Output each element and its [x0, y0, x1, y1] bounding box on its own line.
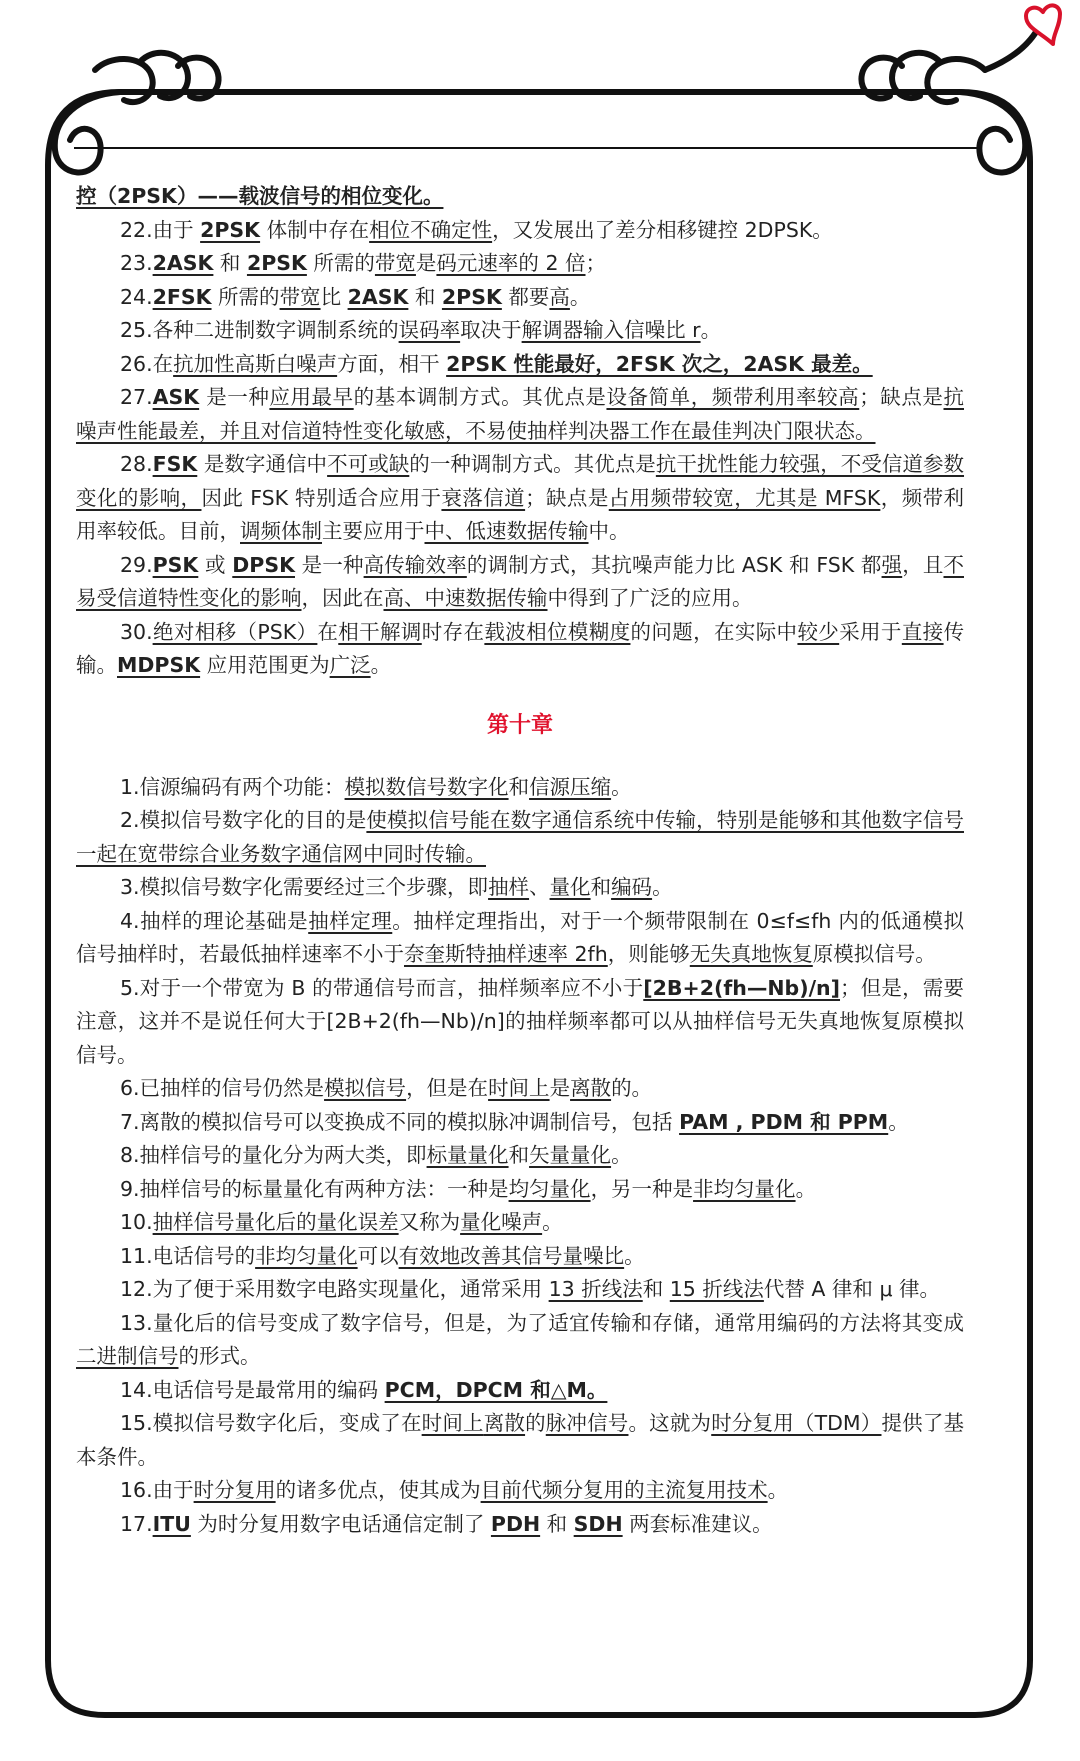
- emphasized-text: SDH: [573, 1511, 623, 1536]
- text-segment: 和: [590, 875, 612, 899]
- list-item: [76, 314, 964, 348]
- text-segment: 取决于: [460, 318, 522, 342]
- emphasized-text: 时间上: [488, 1076, 550, 1100]
- emphasized-text: 绝对相移（PSK）: [152, 619, 318, 644]
- text-segment: ，另一种是: [590, 1176, 694, 1201]
- right-curl-decoration: [960, 92, 1025, 172]
- list-item: [76, 1106, 964, 1140]
- emphasized-text: 2PSK: [246, 251, 307, 275]
- list-item: [76, 1508, 964, 1542]
- emphasized-text: 离散: [483, 1411, 526, 1435]
- list-item: [76, 1307, 964, 1374]
- emphasized-text: 非均匀量化: [693, 1176, 796, 1201]
- text-segment: 传输。: [76, 619, 965, 677]
- list-item: [76, 448, 964, 549]
- emphasized-text: 模拟数信号数字化: [344, 774, 509, 799]
- text-segment: 。: [624, 1243, 645, 1268]
- text-segment: 26.在: [120, 351, 174, 376]
- list-item: [76, 1273, 964, 1307]
- emphasized-text: 标量量化: [426, 1143, 509, 1167]
- emphasized-text: 广泛: [329, 653, 371, 677]
- emphasized-text: 直接: [901, 619, 944, 644]
- text-segment: 都要: [501, 284, 550, 309]
- emphasized-text: 码元速率的 2 倍: [436, 251, 586, 275]
- emphasized-text: 时间上: [421, 1411, 484, 1435]
- emphasized-text: 不易受信道特性变化的影响: [76, 552, 964, 610]
- list-item: [76, 1072, 964, 1106]
- text-segment: 所需的: [211, 284, 280, 309]
- text-segment: 的诸多优点，使其成为: [275, 1478, 481, 1502]
- text-segment: 。: [611, 774, 632, 799]
- emphasized-text: 抗加性高斯白噪声: [173, 351, 338, 376]
- text-segment: 采用于: [839, 619, 902, 644]
- list-item: [76, 1374, 964, 1408]
- text-segment: 提供了基本条件。: [76, 1411, 965, 1469]
- text-segment: 29.: [120, 552, 153, 577]
- text-segment: ，频带利用率较低。目前，: [76, 485, 965, 543]
- text-segment: 主要应用于: [322, 519, 425, 543]
- text-segment: 12.为了便于采用数字电路实现量化，通常采用: [120, 1277, 549, 1301]
- text-segment: 、: [529, 875, 550, 899]
- emphasized-text: 奈奎斯特抽样速率 2fh: [404, 942, 608, 966]
- emphasized-text: PAM , PDM 和 PPM: [679, 1109, 889, 1134]
- text-segment: 28.: [120, 452, 153, 476]
- text-segment: ；: [585, 251, 606, 275]
- text-segment: 6.已抽样的信号仍然是: [120, 1076, 325, 1100]
- text-segment: 的调制方式，其抗噪声能力比 ASK 和 FSK 都: [466, 552, 882, 577]
- list-item: [76, 1240, 964, 1274]
- previous-chapter-items: [76, 180, 964, 683]
- emphasized-text: 设备简单，频带利用率较高: [606, 385, 860, 409]
- emphasized-text: 有效地改善其信号量噪比: [398, 1243, 625, 1268]
- text-segment: 15.模拟信号数字化后，变成了在: [120, 1411, 422, 1435]
- text-segment: 14.电话信号是最常用的编码: [120, 1377, 385, 1402]
- text-segment: 13.量化后的信号变成了数字信号，但是，为了适宜传输和存储，通常用编码的方法将其变成: [120, 1310, 964, 1335]
- emphasized-text: 时分复用: [193, 1478, 276, 1502]
- text-segment: 22.由于: [120, 217, 201, 242]
- list-item: [76, 871, 964, 905]
- list-item: [76, 247, 964, 281]
- list-item: [76, 281, 964, 315]
- text-segment: 是: [415, 251, 437, 275]
- text-segment: 可以: [357, 1243, 399, 1268]
- text-segment: 17.: [120, 1511, 153, 1536]
- emphasized-text: 2PSK: [200, 217, 261, 242]
- text-segment: 两套标准建议。: [622, 1511, 773, 1536]
- text-segment: 和: [508, 774, 530, 799]
- emphasized-text: 信源压缩: [529, 774, 612, 799]
- text-segment: 。: [542, 1210, 563, 1234]
- emphasized-text: 矢量量化: [529, 1143, 612, 1167]
- text-segment: 的问题，在实际中: [630, 619, 798, 644]
- page-content: [76, 180, 964, 1541]
- text-segment: 在: [317, 619, 339, 644]
- text-segment: 。: [370, 653, 392, 677]
- text-segment: 中得到了广泛的应用。: [547, 586, 753, 610]
- text-segment: 。: [611, 1143, 632, 1167]
- emphasized-text: 解调器输入信噪比 r: [521, 318, 701, 342]
- text-segment: 16.由于: [120, 1478, 194, 1502]
- text-segment: ，但是在: [406, 1076, 489, 1100]
- list-item: [76, 1173, 964, 1207]
- list-item: [76, 549, 964, 616]
- text-segment: 。: [795, 1176, 817, 1201]
- text-segment: 24.: [120, 284, 153, 309]
- emphasized-text: 编码: [611, 875, 653, 899]
- text-segment: 1.信源编码有两个功能：: [120, 774, 345, 799]
- text-segment: ；缺点是: [859, 385, 944, 409]
- chapter-ten-items: [76, 771, 964, 1542]
- emphasized-text: PCM，DPCM 和△M。: [384, 1377, 608, 1402]
- text-segment: 原模拟信号。: [812, 942, 936, 966]
- text-segment: 的基本调制方式。其优点是: [353, 385, 607, 409]
- text-segment: 4.抽样的理论基础是: [120, 908, 309, 933]
- text-segment: 代替 A 律和 μ 律。: [763, 1277, 941, 1301]
- emphasized-text: ITU: [152, 1511, 191, 1536]
- text-segment: 方面，相干: [337, 351, 447, 376]
- emphasized-text: 带宽: [374, 251, 416, 275]
- text-segment: 。: [700, 318, 722, 342]
- emphasized-text: 2PSK 性能最好，2FSK 次之，2ASK 最差。: [446, 351, 873, 376]
- emphasized-text: FSK: [152, 452, 198, 476]
- emphasized-text: 二进制信号: [76, 1344, 179, 1368]
- emphasized-text: 高: [549, 284, 570, 309]
- text-segment: 所需的: [306, 251, 375, 275]
- emphasized-text: 高、中速数据传输: [383, 586, 548, 610]
- text-segment: 和: [540, 1511, 574, 1536]
- emphasized-text: 量化噪声: [460, 1210, 543, 1234]
- emphasized-text: 应用最早: [269, 385, 354, 409]
- text-segment: 应用范围更为: [200, 653, 330, 677]
- emphasized-text: 抽样信号量化后的量化误差: [152, 1210, 399, 1234]
- emphasized-text: 量化: [549, 875, 591, 899]
- text-segment: 和: [642, 1277, 670, 1301]
- emphasized-text: ASK: [152, 385, 200, 409]
- text-segment: 体制中存在: [260, 217, 370, 242]
- text-segment: 或: [198, 552, 233, 577]
- emphasized-text: 无失真地恢复: [689, 942, 813, 966]
- text-segment: 。: [888, 1109, 909, 1134]
- emphasized-text: 载波相位模糊度: [484, 619, 631, 644]
- emphasized-text: 2ASK: [152, 251, 214, 275]
- text-segment: ，则能够: [607, 942, 690, 966]
- emphasized-text: 衰落信道: [441, 485, 526, 510]
- chapter-title: 第十章: [486, 712, 553, 738]
- emphasized-text: MDPSK: [117, 653, 201, 677]
- text-segment: 3.模拟信号数字化需要经过三个步骤，即: [120, 875, 489, 899]
- emphasized-text: 高传输效率: [363, 552, 467, 577]
- text-segment: 9.抽样信号的标量量化有两种方法：一种是: [120, 1176, 509, 1201]
- text-segment: 为时分复用数字电话通信定制了: [190, 1511, 491, 1536]
- list-item: [76, 804, 964, 871]
- emphasized-text: 强: [881, 552, 903, 577]
- text-segment: 和: [508, 1143, 530, 1167]
- text-segment: 5.对于一个带宽为 B 的带通信号而言，抽样频率应不小于: [120, 975, 644, 1000]
- text-segment: 23.: [120, 251, 153, 275]
- emphasized-text: 2PSK: [441, 284, 502, 309]
- text-segment: 8.抽样信号的量化分为两大类，即: [120, 1143, 427, 1167]
- list-item: [76, 905, 964, 972]
- emphasized-text: [2B+2(fh—Nb)/n]: [643, 975, 841, 1000]
- emphasized-text: 非均匀量化: [255, 1243, 358, 1268]
- text-segment: 。: [652, 875, 673, 899]
- text-segment: 时存在: [421, 619, 485, 644]
- text-segment: 的: [525, 1411, 546, 1435]
- emphasized-text: 使模拟信号能在数字通信系统中传输，特别是能够和其他数字信号一起在宽带综合业务数字通信网中同时传输。: [76, 808, 964, 866]
- text-segment: 。: [569, 284, 591, 309]
- text-segment: 和: [213, 251, 247, 275]
- emphasized-text: PDH: [490, 1511, 541, 1536]
- list-item: [76, 616, 964, 683]
- text-segment: 比: [320, 284, 348, 309]
- emphasized-text: 不可或缺: [327, 452, 410, 476]
- list-item: [76, 771, 964, 805]
- list-item: [76, 214, 964, 248]
- emphasized-text: 相干解调: [338, 619, 422, 644]
- list-item: [76, 1206, 964, 1240]
- text-segment: 是: [549, 1076, 571, 1100]
- list-item: [76, 1474, 964, 1508]
- text-segment: ；缺点是: [525, 485, 609, 510]
- text-segment: 因此 FSK 特别适合应用于: [201, 485, 442, 510]
- text-segment: 。: [767, 1478, 789, 1502]
- text-segment: 30.: [120, 619, 153, 644]
- emphasized-text: 带宽: [279, 284, 321, 309]
- emphasized-text: DPSK: [232, 552, 295, 577]
- emphasized-text: 误码率: [398, 318, 461, 342]
- emphasized-text: 2FSK: [152, 284, 212, 309]
- text-segment: 27.: [120, 385, 153, 409]
- list-item: [76, 1139, 964, 1173]
- list-item: [76, 381, 964, 448]
- emphasized-text: 脉冲信号: [545, 1411, 629, 1435]
- text-segment: 是一种: [294, 552, 364, 577]
- emphasized-text: 中、低速数据传输: [424, 519, 589, 543]
- text-segment: 又称为: [398, 1210, 461, 1234]
- text-segment: 是一种: [199, 385, 270, 409]
- text-segment: 的形式。: [178, 1344, 261, 1368]
- text-segment: 7.离散的模拟信号可以变换成不同的模拟脉冲调制信号，包括: [120, 1109, 680, 1134]
- text-segment: 。这就为: [628, 1411, 712, 1435]
- emphasized-text: 13 折线法: [548, 1277, 643, 1301]
- left-curl-decoration: [55, 92, 120, 172]
- emphasized-text: 较少: [797, 619, 840, 644]
- text-segment: ，且: [902, 552, 944, 577]
- emphasized-text: 抽样定理: [308, 908, 393, 933]
- text-segment: 11.电话信号的: [120, 1243, 256, 1268]
- list-item: [76, 1407, 964, 1474]
- emphasized-text: 相位不确定性: [369, 217, 493, 242]
- emphasized-text: 控（2PSK）——载波信号的相位变化。: [76, 184, 444, 208]
- list-item: [76, 972, 964, 1073]
- emphasized-text: 抗干扰性能力较强，不受信道参数变化的影响，: [76, 452, 965, 510]
- text-segment: 是数字通信中: [197, 452, 328, 476]
- text-segment: ，又发展出了差分相移键控 2DPSK。: [492, 217, 833, 242]
- text-segment: 。抽样定理指出，对于一个频带限制在 0≤f≤fh 内的低通模拟信号抽样时，若最低抽样速率不小于: [76, 908, 964, 966]
- text-segment: ，因此在: [301, 586, 384, 610]
- text-segment: 的一种调制方式。其优点是: [409, 452, 656, 476]
- emphasized-text: 均匀量化: [508, 1176, 591, 1201]
- emphasized-text: 占用频带较宽，尤其是 MFSK: [608, 485, 881, 510]
- emphasized-text: 2ASK: [347, 284, 409, 309]
- list-item: [76, 348, 964, 382]
- emphasized-text: 抗噪声性能最差，并且对信道特性变化敏感，不易使抽样判决器工作在最佳判决门限状态。: [76, 385, 964, 443]
- emphasized-text: 目前代频分复用的主流复用技术: [480, 1478, 768, 1502]
- emphasized-text: 时分复用（TDM）: [711, 1411, 882, 1435]
- text-segment: 25.各种二进制数字调制系统的: [120, 318, 399, 342]
- emphasized-text: 调频体制: [240, 519, 322, 543]
- emphasized-text: 15 折线法: [669, 1277, 764, 1301]
- emphasized-text: 离散: [570, 1076, 612, 1100]
- text-segment: 10.: [120, 1210, 153, 1234]
- text-segment: 2.模拟信号数字化的目的是: [120, 808, 367, 832]
- text-segment: 的。: [611, 1076, 653, 1100]
- text-segment: ；但是，需要注意，这并不是说任何大于[2B+2(fh—Nb)/n]的抽样频率都可以从抽样信号无失真地恢复原模拟信号。: [76, 975, 965, 1067]
- text-segment: 中。: [588, 519, 630, 543]
- emphasized-text: 模拟信号: [324, 1076, 407, 1100]
- emphasized-text: 抽样: [488, 875, 530, 899]
- text-segment: 和: [408, 284, 442, 309]
- emphasized-text: PSK: [152, 552, 199, 577]
- list-item: [76, 180, 964, 214]
